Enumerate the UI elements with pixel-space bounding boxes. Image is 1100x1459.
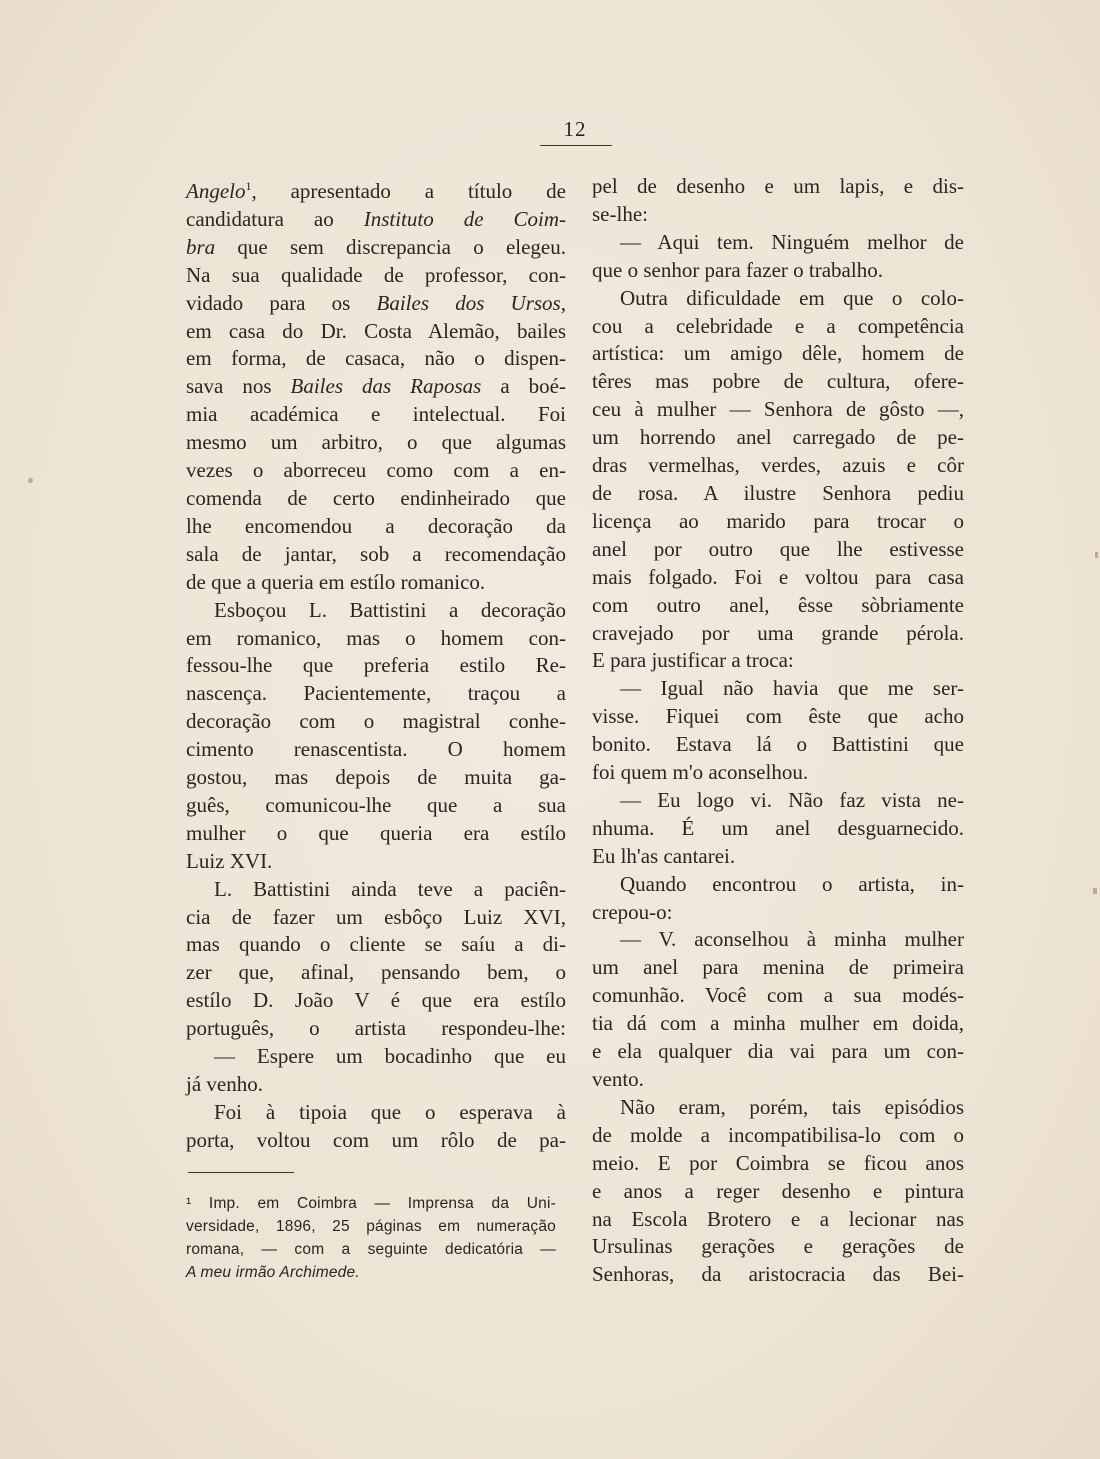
text-line <box>186 959 566 987</box>
text-line <box>186 736 566 764</box>
text-line <box>592 424 964 452</box>
text-run: romana, — com a seguinte dedicatória — <box>186 1241 556 1258</box>
text-run: visse. Fiquei com êste que acho <box>592 704 964 729</box>
text-run: em forma, de casaca, não o dispen- <box>186 346 566 371</box>
text-run: licença ao marido para trocar o <box>592 508 964 533</box>
text-run: meio. E por Coimbra se ficou anos <box>592 1150 964 1175</box>
text-line <box>592 1261 964 1289</box>
text-run: Outra dificuldade em que o colo- <box>620 285 964 310</box>
text-run: de rosa. A ilustre Senhora pediu <box>592 480 964 505</box>
text-line <box>592 731 964 759</box>
text-line <box>186 457 566 485</box>
text-line <box>592 396 964 424</box>
text-run: em romanico, mas o homem con- <box>186 625 566 650</box>
text-run: mia académica e intelectual. Foi <box>186 402 566 427</box>
text-line <box>186 513 566 541</box>
text-run: mesmo um arbitro, o que algumas <box>186 430 566 455</box>
text-line <box>592 257 964 285</box>
text-run: Ursulinas gerações e gerações de <box>592 1234 964 1259</box>
text-line <box>592 899 964 927</box>
text-line <box>186 373 566 401</box>
text-run: E para justificar a troca: <box>592 648 794 673</box>
text-line <box>186 1099 566 1127</box>
text-run: de que a queria em estílo romanico. <box>186 569 486 594</box>
text-run: comenda de certo endinheirado que <box>186 485 566 510</box>
text-line <box>186 569 566 597</box>
text-run: nhuma. É um anel desguarnecido. <box>592 815 964 840</box>
text-run: Eu lh'as cantarei. <box>592 843 736 868</box>
text-run: cou a celebridade e a competência <box>592 313 964 338</box>
text-line <box>592 871 964 899</box>
text-run: Esboçou L. Battistini a decoração <box>214 597 566 622</box>
text-run: tia dá com a minha mulher em doida, <box>592 1011 964 1036</box>
text-run: Luiz XVI. <box>186 848 273 873</box>
footnote-rule <box>188 1172 294 1173</box>
text-run: mais folgado. Foi e voltou para casa <box>592 564 964 589</box>
text-line <box>186 1127 566 1155</box>
text-line <box>186 1043 566 1071</box>
text-run: — Aqui tem. Ninguém melhor de <box>620 229 964 254</box>
text-line <box>186 206 566 234</box>
text-run: — Igual não havia que me ser- <box>620 676 964 701</box>
text-line <box>186 173 566 206</box>
text-run: bonito. Estava lá o Battistini que <box>592 732 964 757</box>
text-line <box>592 759 964 787</box>
text-line <box>592 592 964 620</box>
text-run: comunhão. Você com a sua modés- <box>592 983 964 1008</box>
text-line <box>592 1094 964 1122</box>
text-line <box>592 340 964 368</box>
text-run: decoração com o magistral conhe- <box>186 709 566 734</box>
text-line <box>592 1178 964 1206</box>
text-line <box>592 313 964 341</box>
page-number-rule <box>540 145 612 146</box>
text-run: dras vermelhas, verdes, azuis e côr <box>592 453 964 478</box>
text-run: ¹ Imp. em Coimbra — Imprensa da Uni- <box>186 1195 556 1212</box>
text-run: e anos a reger desenho e pintura <box>592 1178 964 1203</box>
text-line <box>186 876 566 904</box>
text-run: um horrendo anel carregado de pe- <box>592 425 964 450</box>
text-line <box>592 368 964 396</box>
text-run: L. Battistini ainda teve a paciên- <box>214 876 566 901</box>
text-run: e ela qualquer dia vai para um con- <box>592 1039 964 1064</box>
text-line <box>186 848 566 876</box>
text-line <box>592 480 964 508</box>
paper-speck <box>1093 888 1097 894</box>
text-line <box>186 485 566 513</box>
text-run: , <box>560 290 566 315</box>
text-line <box>186 597 566 625</box>
text-run: vento. <box>592 1067 644 1091</box>
text-line <box>186 541 566 569</box>
text-run: sala de jantar, sob a recomendação <box>186 541 566 566</box>
text-line <box>592 201 964 229</box>
text-line <box>592 229 964 257</box>
text-line <box>592 564 964 592</box>
text-line <box>592 1010 964 1038</box>
paper-speck <box>1095 552 1098 558</box>
text-run: Na sua qualidade de professor, con- <box>186 262 566 287</box>
text-line <box>186 625 566 653</box>
text-line <box>592 843 964 871</box>
text-line <box>592 536 964 564</box>
text-run: sava nos <box>186 374 291 399</box>
text-run: — V. aconselhou à minha mulher <box>620 927 964 952</box>
text-run: com outro anel, êsse sòbriamente <box>592 592 964 617</box>
text-run: estílo D. João V é que era estílo <box>186 988 566 1013</box>
text-line <box>186 652 566 680</box>
footnote-line <box>186 1192 556 1215</box>
text-line <box>186 1071 566 1099</box>
text-run: Quando encontrou o artista, in- <box>620 871 964 896</box>
text-run: a boé- <box>481 374 566 399</box>
text-line <box>592 647 964 675</box>
footnote-line <box>186 1261 556 1284</box>
text-line <box>592 1150 964 1178</box>
text-run: de molde a incompatibilisa-lo com o <box>592 1122 964 1147</box>
text-run: Foi à tipoia que o esperava à <box>214 1099 566 1124</box>
text-line <box>592 982 964 1010</box>
text-run: lhe encomendou a decoração da <box>186 513 566 538</box>
text-line <box>186 792 566 820</box>
text-run: zer que, afinal, pensando bem, o <box>186 960 566 985</box>
text-run: mulher o que queria era estílo <box>186 820 566 845</box>
paper-speck <box>28 478 33 483</box>
text-run: gostou, mas depois de muita ga- <box>186 765 566 790</box>
text-run: nascença. Pacientemente, traçou a <box>186 681 566 706</box>
text-line <box>186 1015 566 1043</box>
text-run: um anel para menina de primeira <box>592 955 964 980</box>
text-run: se-lhe: <box>592 201 648 226</box>
text-line <box>186 680 566 708</box>
text-run: fessou-lhe que preferia estilo Re- <box>186 653 566 678</box>
italic-text: A meu irmão Archimede. <box>186 1264 360 1281</box>
right-column <box>592 173 964 1289</box>
text-line <box>186 820 566 848</box>
text-line <box>186 234 566 262</box>
text-line <box>186 764 566 792</box>
text-run: vezes o aborreceu como com a en- <box>186 458 566 483</box>
text-run: ceu à mulher — Senhora de gôsto —, <box>592 397 964 422</box>
text-line <box>186 708 566 736</box>
text-line <box>186 987 566 1015</box>
text-run: cimento renascentista. O homem <box>186 737 566 762</box>
text-line <box>186 262 566 290</box>
text-run: já venho. <box>186 1072 263 1096</box>
footnote-line <box>186 1215 556 1238</box>
text-run: mas quando o cliente se saíu a di- <box>186 932 566 957</box>
text-run: que sem discrepancia o elegeu. <box>215 234 566 259</box>
text-line <box>592 1233 964 1261</box>
text-run: — Espere um bocadinho que eu <box>214 1044 566 1069</box>
italic-text: Instituto de Coim- <box>363 206 566 231</box>
text-line <box>186 345 566 373</box>
italic-text: Angelo <box>186 179 246 203</box>
text-run: em casa do Dr. Costa Alemão, bailes <box>186 318 566 343</box>
text-line <box>592 1122 964 1150</box>
text-line <box>592 173 964 201</box>
text-run: cia de fazer um esbôço Luiz XVI, <box>186 904 566 929</box>
footnote <box>186 1192 556 1284</box>
italic-text: Bailes das Raposas <box>290 374 482 399</box>
text-run: porta, voltou com um rôlo de pa- <box>186 1127 566 1152</box>
text-run: vidado para os <box>186 290 377 315</box>
text-line <box>592 1206 964 1234</box>
footnote-line <box>186 1238 556 1261</box>
text-line <box>592 452 964 480</box>
text-line <box>592 1038 964 1066</box>
text-run: guês, comunicou-lhe que a sua <box>186 792 566 817</box>
text-run: foi quem m'o aconselhou. <box>592 760 809 785</box>
text-run: Não eram, porém, tais episódios <box>620 1094 964 1119</box>
text-run: pel de desenho e um lapis, e dis- <box>592 174 964 198</box>
text-line <box>186 931 566 959</box>
text-line <box>592 703 964 731</box>
text-run: candidatura ao <box>186 206 364 231</box>
text-line <box>592 815 964 843</box>
text-line <box>186 318 566 346</box>
text-run: — Eu logo vi. Não faz vista ne- <box>620 787 964 812</box>
italic-text: bra <box>186 234 216 259</box>
left-column <box>186 173 566 1155</box>
text-line <box>186 904 566 932</box>
text-line <box>592 675 964 703</box>
text-run: português, o artista respondeu-lhe: <box>186 1016 566 1041</box>
text-line <box>186 290 566 318</box>
text-line <box>592 1066 964 1094</box>
text-line <box>592 508 964 536</box>
text-line <box>592 620 964 648</box>
text-run: que o senhor para fazer o trabalho. <box>592 257 883 282</box>
text-run: versidade, 1896, 25 páginas em numeração <box>186 1218 556 1235</box>
text-line <box>186 401 566 429</box>
text-line <box>186 429 566 457</box>
footnote-marker: 1 <box>245 179 252 193</box>
page-number: 12 <box>563 117 587 141</box>
text-run: , apresentado a título de <box>251 179 566 203</box>
text-run: crepou-o: <box>592 899 673 924</box>
text-line <box>592 954 964 982</box>
text-run: na Escola Brotero e a lecionar nas <box>592 1206 964 1231</box>
text-line <box>592 926 964 954</box>
text-run: Senhoras, da aristocracia das Bei- <box>592 1262 964 1287</box>
italic-text: Bailes dos Ursos <box>376 290 561 315</box>
text-run: artística: um amigo dêle, homem de <box>592 341 964 366</box>
text-run: têres mas pobre de cultura, ofere- <box>592 369 964 394</box>
text-run: cravejado por uma grande pérola. <box>592 620 964 645</box>
text-line <box>592 285 964 313</box>
text-line <box>592 787 964 815</box>
text-run: anel por outro que lhe estivesse <box>592 536 964 561</box>
